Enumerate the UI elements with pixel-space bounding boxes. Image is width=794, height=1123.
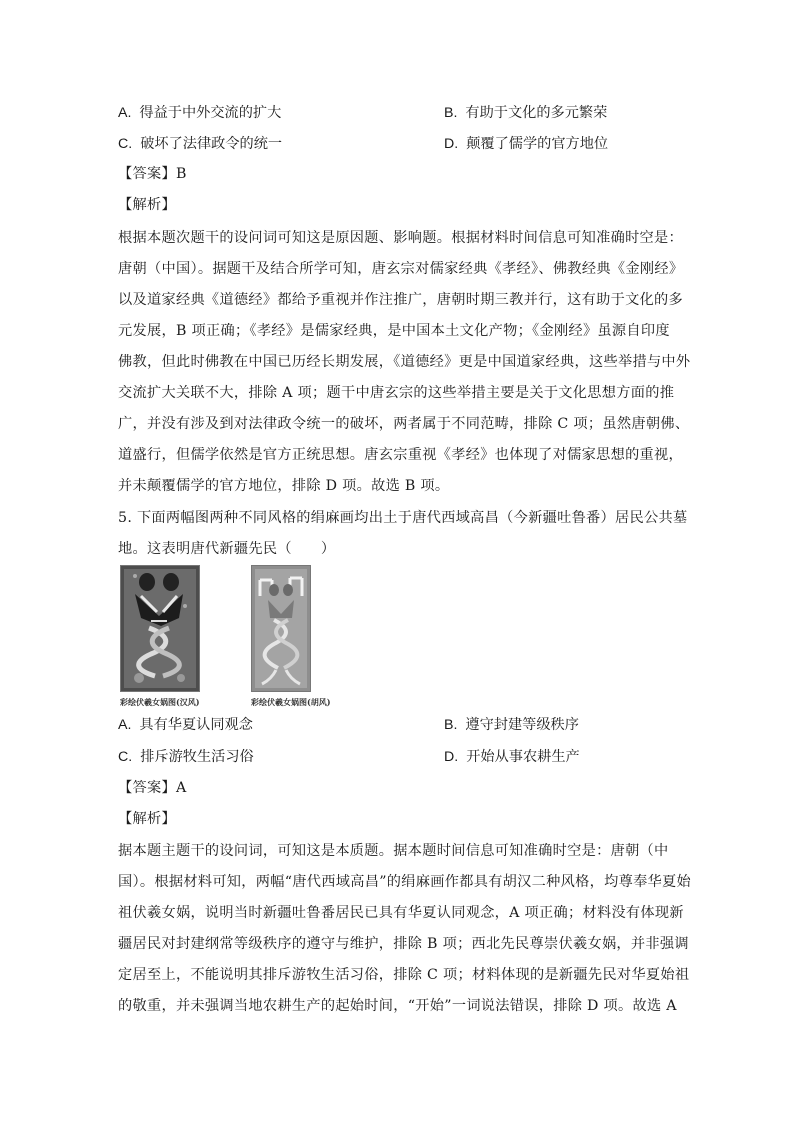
q4-option-c: C. 破坏了法律政令的统一: [118, 136, 283, 152]
q5-answer: 【答案】A: [118, 780, 187, 796]
q4-analysis-line: 元发展，B 项正确；《孝经》是儒家经典，是中国本土文化产物；《金刚经》虽源自印度: [118, 323, 670, 339]
q4-analysis-line: 道盛行，但儒学依然是官方正统思想。唐玄宗重视《孝经》也体现了对儒家思想的重视，: [118, 447, 684, 463]
q5-analysis-label: 【解析】: [118, 811, 176, 827]
figure-caption-han-style: 彩绘伏羲女娲图(汉风): [120, 697, 200, 707]
q4-option-b: B. 有助于文化的多元繁荣: [444, 105, 608, 121]
q4-analysis-line: 以及道家经典《道德经》都给予重视并作注推广，唐朝时期三教并行，这有助于文化的多: [118, 292, 684, 308]
q5-option-b: B. 遵守封建等级秩序: [444, 717, 579, 733]
q4-analysis-line: 交流扩大关联不大，排除 A 项；题干中唐玄宗的这些举措主要是关于文化思想方面的推: [118, 385, 675, 401]
q4-answer: 【答案】B: [118, 166, 187, 182]
figure-caption-hu-style: 彩绘伏羲女娲图(胡风): [251, 697, 331, 707]
painting-hu-style-image: [252, 566, 310, 691]
q5-option-d: D. 开始从事农耕生产: [444, 749, 580, 765]
q5-stem-line: 地。这表明唐代新疆先民（ ）: [118, 541, 336, 557]
q5-option-c: C. 排斥游牧生活习俗: [118, 749, 254, 765]
q5-stem-line: 5. 下面两幅图两种不同风格的绢麻画均出土于唐代西域高昌（今新疆吐鲁番）居民公共墓: [118, 510, 688, 526]
q5-analysis-line: 据本题主题干的设问词，可知这是本质题。据本题时间信息可知准确时空是：唐朝（中: [118, 843, 669, 859]
q4-analysis-label: 【解析】: [118, 197, 176, 213]
q4-option-a: A. 得益于中外交流的扩大: [118, 105, 282, 121]
q4-analysis-line: 佛教，但此时佛教在中国已历经长期发展，《道德经》更是中国道家经典，这些举措与中外: [118, 354, 691, 370]
fuxi-nuwa-painting-han-style: [120, 565, 200, 692]
q4-analysis-line: 根据本题次题干的设问词可知这是原因题、影响题。根据材料时间信息可知准确时空是：: [118, 230, 684, 246]
fuxi-nuwa-painting-hu-style: [251, 565, 311, 692]
q5-analysis-line: 国）。根据材料可知，两幅“唐代西域高昌”的绢麻画作都具有胡汉二种风格，均尊奉华夏始: [118, 874, 692, 890]
painting-han-style-image: [121, 566, 199, 691]
q4-analysis-line: 并未颠覆儒学的官方地位，排除 D 项。故选 B 项。: [118, 478, 450, 494]
q4-option-d: D. 颠覆了儒学的官方地位: [444, 136, 609, 152]
q5-analysis-line: 祖伏羲女娲，说明当时新疆吐鲁番居民已具有华夏认同观念，A 项正确；材料没有体现新: [118, 905, 684, 921]
q5-option-a: A. 具有华夏认同观念: [118, 717, 253, 733]
q5-analysis-line: 定居至上，不能说明其排斥游牧生活习俗，排除 C 项；材料体现的是新疆先民对华夏始祖: [118, 967, 690, 983]
q5-analysis-line: 的敬重，并未强调当地农耕生产的起始时间，“开始”一词说法错误，排除 D 项。故选 A: [118, 998, 677, 1014]
q4-analysis-line: 广，并没有涉及到对法律政令统一的破坏，两者属于不同范畴，排除 C 项；虽然唐朝佛、: [118, 416, 690, 432]
q4-analysis-line: 唐朝（中国）。据题干及结合所学可知，唐玄宗对儒家经典《孝经》、佛教经典《金刚经》: [118, 261, 684, 277]
q5-analysis-line: 疆居民对封建纲常等级秩序的遵守与维护，排除 B 项；西北先民尊崇伏羲女娲，并非强调: [118, 936, 689, 952]
